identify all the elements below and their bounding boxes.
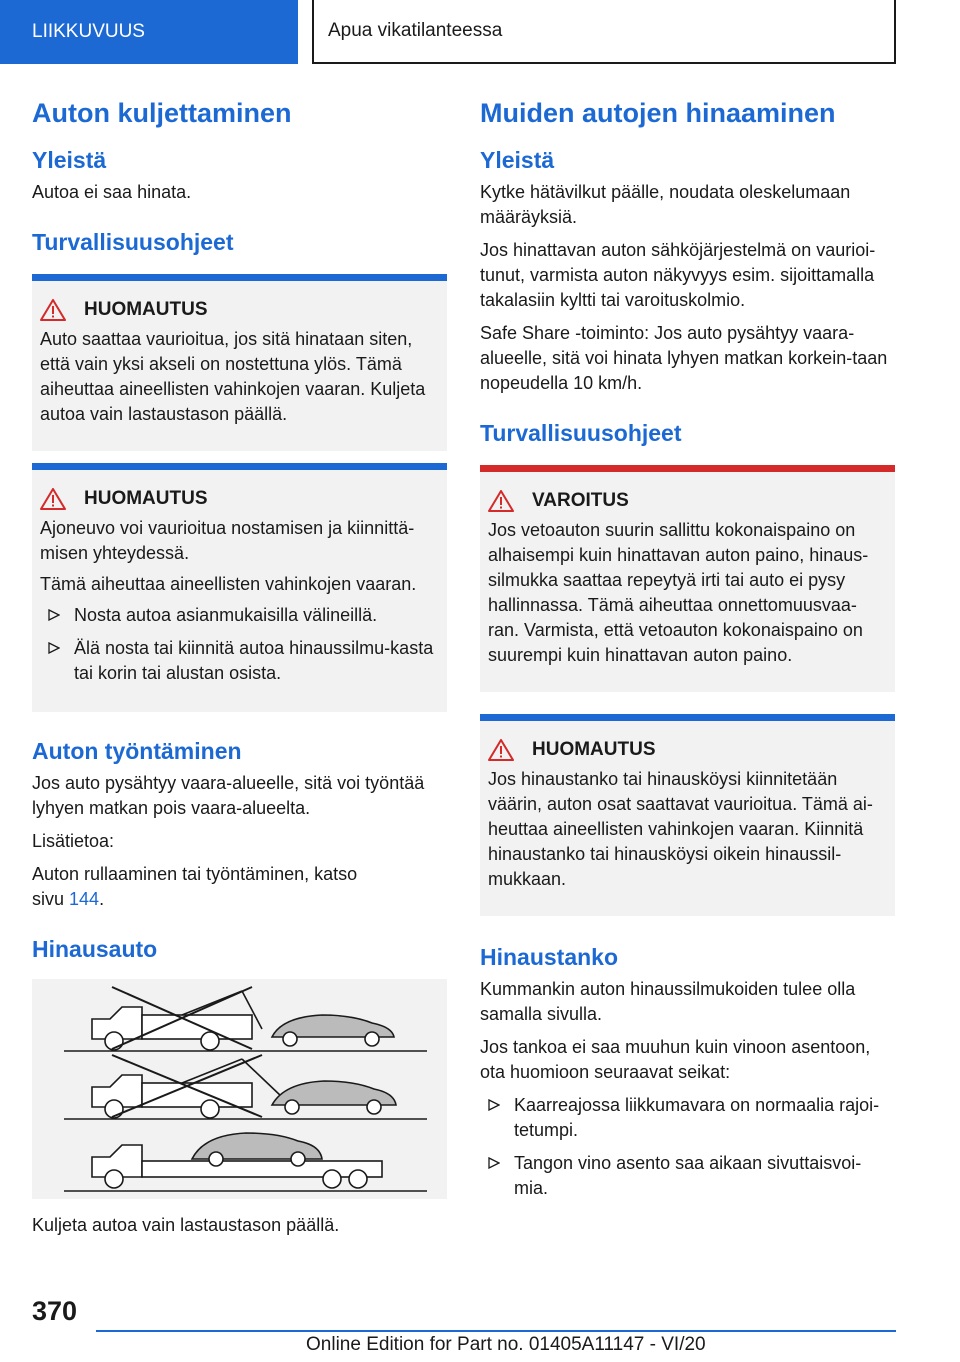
tow-bar-bullet-list xyxy=(480,1093,895,1201)
left-column xyxy=(32,96,447,1246)
chapter-tab xyxy=(312,0,896,64)
warning-label: VAROITUS xyxy=(532,490,629,512)
warning-header xyxy=(488,490,887,512)
left-general-text: Autoa ei saa hinata. xyxy=(32,182,192,203)
warning-box xyxy=(480,465,895,692)
notice-text: Jos hinaustanko tai hinausköysi kiinnitetään väärin, auton osat saattavat vaurioitua. Tämä ai-heuttaa aineellisten vahinkojen vaaran. Kiinnitä hinaustanko tai hinausköysi oikein hinaussil-mukkaan. xyxy=(488,769,873,890)
chapter-title: Apua vikatilanteessa xyxy=(328,20,503,41)
bullet-triangle-icon xyxy=(488,1099,500,1111)
notice-label: HUOMAUTUS xyxy=(84,299,208,321)
push-heading: Auton työntäminen xyxy=(32,738,242,765)
page-number: 370 xyxy=(32,1296,78,1326)
notice-header xyxy=(488,739,887,761)
notice-bullet-list xyxy=(40,603,439,686)
notice-text: Ajoneuvo voi vaurioitua nostamisen ja kiinnittä-misen yhteydessä. xyxy=(40,518,415,564)
list-item: Kaarreajossa liikkumavara on normaalia rajoi-tetumpi. xyxy=(480,1093,895,1143)
tow-bar-paragraph: Kummankin auton hinaussilmukoiden tulee olla samalla sivulla. xyxy=(480,979,856,1025)
warning-text: Jos vetoauton suurin sallittu kokonaispaino on alhaisempi kuin hinattavan auton paino, hinaus-silmukka saattaa repeytyä irti tai auto ei pysy hallinnassa. Tämä aiheuttaa onnettomuusvaa-ran. Varmista, että vetoauton kokonaispaino on suurempi kuin hinattavan auton paino. xyxy=(488,520,869,666)
right-paragraph: Safe Share -toiminto: Jos auto pysähtyy vaara-alueelle, sitä voi hinata lyhyen matkan korkein-taan nopeudella 10 km/h. xyxy=(480,323,888,394)
notice-header xyxy=(40,488,439,510)
cross-reference: Auton rullaaminen tai työntäminen, katso sivu 144. xyxy=(32,864,358,910)
figure-caption: Kuljeta autoa vain lastaustason päällä. xyxy=(32,1215,340,1236)
notice-box xyxy=(480,714,895,916)
right-safety-heading: Turvallisuusohjeet xyxy=(480,420,682,447)
notice-label: HUOMAUTUS xyxy=(532,739,656,761)
notice-text: Tämä aiheuttaa aineellisten vahinkojen vaaran. xyxy=(40,574,417,595)
warning-triangle-icon xyxy=(40,299,66,321)
left-page-title: Auton kuljettaminen xyxy=(32,98,292,128)
tow-bar-heading: Hinaustanko xyxy=(480,944,619,971)
warning-triangle-icon xyxy=(488,739,514,761)
section-title: LIIKKUVUUS xyxy=(32,21,145,42)
more-info-label: Lisätietoa: xyxy=(32,831,115,852)
list-item: Älä nosta tai kiinnitä autoa hinaussilmu-kasta tai korin tai alustan osista. xyxy=(40,636,439,686)
right-general-heading: Yleistä xyxy=(480,147,555,174)
push-text: Jos auto pysähtyy vaara-alueelle, sitä voi työntää lyhyen matkan pois vaara-alueelta. xyxy=(32,773,425,819)
page-reference-link[interactable]: 144 xyxy=(69,889,100,910)
bullet-triangle-icon xyxy=(488,1157,500,1169)
tow-truck-illustration xyxy=(32,979,447,1199)
notice-label: HUOMAUTUS xyxy=(84,488,208,510)
bullet-triangle-icon xyxy=(48,609,60,621)
list-item: Tangon vino asento saa aikaan sivuttaisvoi-mia. xyxy=(480,1151,895,1201)
right-column xyxy=(480,96,895,1209)
left-safety-heading: Turvallisuusohjeet xyxy=(32,229,234,256)
warning-triangle-icon xyxy=(488,490,514,512)
warning-triangle-icon xyxy=(40,488,66,510)
bullet-triangle-icon xyxy=(48,642,60,654)
notice-text: Auto saattaa vaurioitua, jos sitä hinataan siten, että vain yksi akseli on nostettuna ylös. Tämä aiheuttaa aineellisten vahinkojen vaaran. Kuljeta autoa vain lastaustason päällä. xyxy=(40,329,426,425)
right-page-title: Muiden autojen hinaaminen xyxy=(480,98,836,128)
tow-truck-drawing xyxy=(32,979,447,1199)
notice-header xyxy=(40,299,439,321)
right-paragraph: Kytke hätävilkut päälle, noudata oleskelumaan määräyksiä. xyxy=(480,182,851,228)
edition-note: Online Edition for Part no. 01405A11147 - VI/20 xyxy=(306,1334,706,1355)
left-general-heading: Yleistä xyxy=(32,147,107,174)
tow-bar-paragraph: Jos tankoa ei saa muuhun kuin vinoon asentoon, ota huomioon seuraavat seikat: xyxy=(480,1037,871,1083)
right-paragraph: Jos hinattavan auton sähköjärjestelmä on vaurioi-tunut, varmista auton näkyvyys esim. sijoittamalla takalasiin kyltti tai varoituskolmio. xyxy=(480,240,876,311)
notice-box xyxy=(32,274,447,451)
section-tab xyxy=(0,0,298,64)
footer-divider xyxy=(96,1330,896,1332)
list-item: Nosta autoa asianmukaisilla välineillä. xyxy=(40,603,439,628)
tow-truck-heading: Hinausauto xyxy=(32,936,158,963)
notice-box xyxy=(32,463,447,712)
